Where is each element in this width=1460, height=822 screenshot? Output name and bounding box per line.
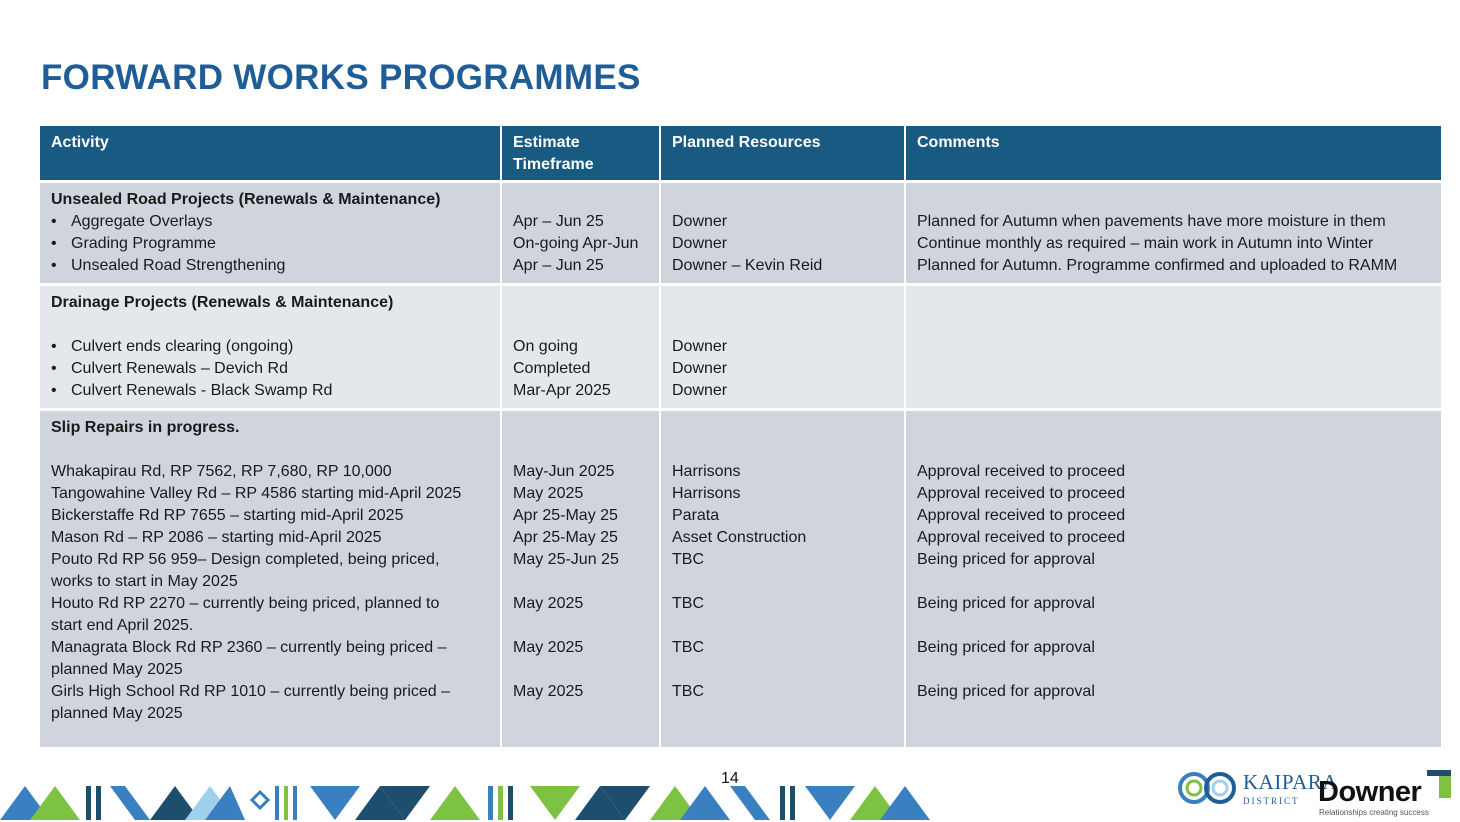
timeframe-value: Apr – Jun 25 — [513, 257, 604, 274]
header-timeframe — [501, 126, 660, 182]
slip-activity: Managrata Block Rd RP 2360 – currently being priced – — [51, 639, 447, 656]
list-item: • Culvert Renewals - Black Swamp Rd — [51, 380, 490, 402]
resource-value: Asset Construction — [672, 529, 807, 546]
downer-logo-name: Downer — [1318, 776, 1422, 808]
timeframe-cell — [501, 410, 660, 748]
kaipara-logo-name: KAIPARA — [1243, 770, 1338, 794]
comments-cell — [905, 182, 1441, 285]
resource-value: Downer — [672, 360, 728, 377]
section-heading: Unsealed Road Projects (Renewals & Maintenance) — [51, 191, 441, 208]
slip-activity: Tangowahine Valley Rd – RP 4586 starting mid-April 2025 — [51, 485, 462, 502]
comments-cell — [905, 285, 1441, 410]
slip-activity: Bickerstaffe Rd RP 7655 – starting mid-April 2025 — [51, 507, 404, 524]
resource-value: Downer – Kevin Reid — [672, 257, 823, 274]
comment-value: Approval received to proceed — [917, 463, 1126, 480]
comment-value: Being priced for approval — [917, 551, 1095, 568]
slip-activity-cont: planned May 2025 — [51, 661, 183, 678]
timeframe-value: May 2025 — [513, 683, 584, 700]
activity-cell — [40, 182, 501, 285]
forward-works-table — [40, 126, 1441, 747]
activity-cell — [40, 285, 501, 410]
list-item: • Aggregate Overlays — [51, 211, 490, 233]
list-item: • Culvert ends clearing (ongoing) — [51, 336, 490, 358]
slip-activity: Whakapirau Rd, RP 7562, RP 7,680, RP 10,000 — [51, 463, 392, 480]
timeframe-cell — [501, 285, 660, 410]
resource-value: Harrisons — [672, 485, 741, 502]
comment-value: Continue monthly as required – main work in Autumn into Winter — [917, 235, 1374, 252]
timeframe-value: Completed — [513, 360, 591, 377]
timeframe-value: On-going Apr-Jun — [513, 235, 639, 252]
resources-cell — [660, 410, 905, 748]
slip-activity-cont: start end April 2025. — [51, 617, 194, 634]
timeframe-value: Apr 25-May 25 — [513, 529, 618, 546]
comment-value: Approval received to proceed — [917, 529, 1126, 546]
comment-value: Approval received to proceed — [917, 485, 1126, 502]
slip-activity-cont: planned May 2025 — [51, 705, 183, 722]
resource-value: Downer — [672, 213, 728, 230]
table-header-row — [40, 126, 1441, 182]
timeframe-value: Apr – Jun 25 — [513, 213, 604, 230]
resource-value: Downer — [672, 338, 728, 355]
table-row — [40, 410, 1441, 748]
resource-value: TBC — [672, 683, 704, 700]
resource-value: Harrisons — [672, 463, 741, 480]
timeframe-value: On going — [513, 338, 578, 355]
resource-value: TBC — [672, 551, 704, 568]
header-comments: Comments — [905, 126, 1441, 182]
resource-value: TBC — [672, 639, 704, 656]
footer-pattern-band — [0, 782, 950, 820]
resource-value: Downer — [672, 235, 728, 252]
comment-value: Planned for Autumn when pavements have more moisture in them — [917, 213, 1386, 230]
header-timeframe-label: Estimate Timeframe — [513, 134, 594, 173]
resource-value: TBC — [672, 595, 704, 612]
slip-activity-cont: works to start in May 2025 — [51, 573, 238, 590]
header-resources: Planned Resources — [660, 126, 905, 182]
resource-value: Downer — [672, 382, 728, 399]
page-title: FORWARD WORKS PROGRAMMES — [41, 58, 641, 97]
comment-value: Being priced for approval — [917, 639, 1095, 656]
resources-cell — [660, 182, 905, 285]
comment-value: Approval received to proceed — [917, 507, 1126, 524]
timeframe-value: May 2025 — [513, 639, 584, 656]
slip-activity: Mason Rd – RP 2086 – starting mid-April 2025 — [51, 529, 382, 546]
page-number: 14 — [721, 770, 739, 787]
timeframe-value: May 2025 — [513, 485, 584, 502]
list-item: • Grading Programme — [51, 233, 490, 255]
resource-value: Parata — [672, 507, 720, 524]
slip-activity: Pouto Rd RP 56 959– Design completed, being priced, — [51, 551, 440, 568]
activity-cell — [40, 410, 501, 748]
timeframe-cell — [501, 182, 660, 285]
timeframe-value: May 25-Jun 25 — [513, 551, 619, 568]
header-activity: Activity — [40, 126, 501, 182]
list-item: • Unsealed Road Strengthening — [51, 255, 490, 277]
comment-value: Planned for Autumn. Programme confirmed and uploaded to RAMM — [917, 257, 1398, 274]
comment-value: Being priced for approval — [917, 683, 1095, 700]
timeframe-value: May 2025 — [513, 595, 584, 612]
section-heading: Drainage Projects (Renewals & Maintenance) — [51, 294, 394, 311]
downer-corner-mark-icon — [1427, 770, 1453, 802]
section-heading: Slip Repairs in progress. — [51, 419, 240, 436]
kaipara-logo-sub: DISTRICT — [1243, 796, 1300, 806]
timeframe-value: Mar-Apr 2025 — [513, 382, 611, 399]
table-row — [40, 182, 1441, 285]
timeframe-value: May-Jun 2025 — [513, 463, 615, 480]
downer-logo-tagline: Relationships creating success — [1319, 808, 1429, 817]
table-row — [40, 285, 1441, 410]
slip-activity: Girls High School Rd RP 1010 – currently being priced – — [51, 683, 451, 700]
comments-cell — [905, 410, 1441, 748]
comment-value: Being priced for approval — [917, 595, 1095, 612]
resources-cell — [660, 285, 905, 410]
timeframe-value: Apr 25-May 25 — [513, 507, 618, 524]
slip-activity: Houto Rd RP 2270 – currently being priced, planned to — [51, 595, 440, 612]
list-item: • Culvert Renewals – Devich Rd — [51, 358, 490, 380]
